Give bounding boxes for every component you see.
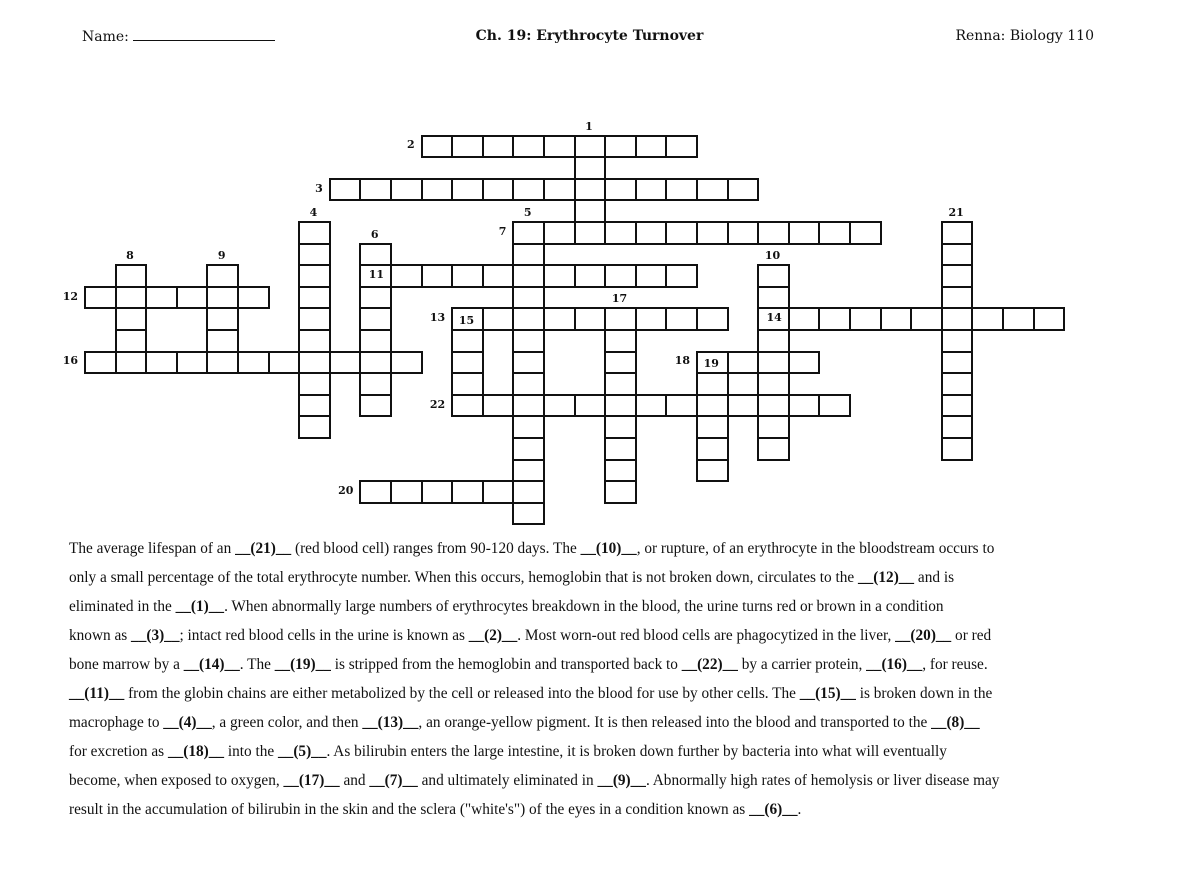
crossword-cell[interactable]	[390, 264, 423, 288]
clue-number-across-3: 3	[315, 181, 323, 195]
crossword-cell[interactable]	[145, 351, 178, 375]
crossword-cell[interactable]	[359, 286, 392, 310]
crossword-cell[interactable]	[757, 264, 790, 288]
passage-text: is stripped from the hemoglobin and transported back to	[330, 656, 682, 673]
crossword-cell[interactable]	[543, 178, 576, 202]
crossword-cell[interactable]	[421, 480, 454, 504]
crossword-cell[interactable]	[788, 394, 821, 418]
crossword-cell[interactable]	[574, 156, 607, 180]
crossword-cell[interactable]	[206, 307, 239, 331]
crossword-cell[interactable]	[757, 437, 790, 461]
crossword-cell[interactable]	[298, 243, 331, 267]
crossword-cell[interactable]	[176, 286, 209, 310]
crossword-cell[interactable]	[237, 286, 270, 310]
passage-text: from the globin chains are either metabolized by the cell or released into the blood for use by other cells. The	[124, 685, 800, 702]
crossword-cell[interactable]	[696, 178, 729, 202]
crossword-cell[interactable]	[298, 394, 331, 418]
passage-text: , or rupture, of an erythrocyte in the bloodstream occurs to only a small percentage of the total erythrocyte number. When this occurs, hemoglobin that is not broken down, circulates to the	[69, 540, 995, 586]
crossword-cell[interactable]	[176, 351, 209, 375]
crossword-cell[interactable]	[512, 243, 545, 267]
crossword-cell[interactable]	[604, 329, 637, 353]
crossword-cell[interactable]	[482, 264, 515, 288]
crossword-cell[interactable]	[604, 394, 637, 418]
crossword-cell[interactable]	[696, 437, 729, 461]
crossword-cell[interactable]	[604, 351, 637, 375]
crossword-cell[interactable]	[941, 264, 974, 288]
crossword-cell[interactable]	[298, 372, 331, 396]
crossword-cell[interactable]	[635, 221, 668, 245]
crossword-cell[interactable]	[604, 480, 637, 504]
crossword-cell[interactable]	[543, 135, 576, 159]
crossword-cell[interactable]	[971, 307, 1004, 331]
passage-text: , for reuse.	[922, 656, 988, 673]
crossword-cell[interactable]	[512, 480, 545, 504]
crossword-cell[interactable]	[757, 415, 790, 439]
crossword-cell[interactable]	[512, 221, 545, 245]
crossword-cell[interactable]	[941, 307, 974, 331]
crossword-cell[interactable]	[359, 351, 392, 375]
crossword-cell[interactable]	[665, 394, 698, 418]
clue-number-across-22: 22	[429, 397, 446, 411]
crossword-cell[interactable]	[512, 135, 545, 159]
crossword-cell[interactable]	[512, 502, 545, 526]
crossword-cell[interactable]	[818, 394, 851, 418]
crossword-cell[interactable]	[665, 221, 698, 245]
crossword-cell[interactable]	[604, 459, 637, 483]
answer-blank[interactable]: __(16)__	[866, 656, 923, 673]
crossword-cell[interactable]	[359, 394, 392, 418]
crossword-cell[interactable]	[941, 351, 974, 375]
clue-number-down-8: 8	[126, 249, 134, 263]
passage-text: , a green color, and then	[211, 714, 363, 731]
passage-text: . Abnormally high rates of hemolysis or liver disease may result in the accumulation of bilirubin in the skin and the sclera ("white's") of the eyes in a condition known as	[69, 772, 1000, 818]
crossword-cell[interactable]	[941, 437, 974, 461]
crossword-cell[interactable]	[84, 286, 117, 310]
crossword-cell[interactable]	[390, 178, 423, 202]
clue-number-across-2: 2	[406, 138, 415, 152]
crossword-cell[interactable]	[482, 135, 515, 159]
crossword-cell[interactable]	[206, 286, 239, 310]
crossword-cell[interactable]	[818, 221, 851, 245]
crossword-cell[interactable]	[941, 329, 974, 353]
answer-blank[interactable]: __(14)__	[183, 656, 240, 673]
crossword-cell[interactable]	[115, 307, 148, 331]
crossword-cell[interactable]	[512, 372, 545, 396]
crossword-cell[interactable]	[574, 264, 607, 288]
clue-number-down-21: 21	[948, 206, 964, 219]
crossword-cell[interactable]	[665, 307, 698, 331]
fill-in-passage	[69, 534, 1119, 824]
passage-text: The average lifespan of an	[69, 540, 236, 557]
crossword-cell[interactable]	[696, 307, 729, 331]
crossword-cell[interactable]	[359, 307, 392, 331]
crossword-cell[interactable]	[604, 178, 637, 202]
clue-number-across-7: 7	[498, 224, 507, 238]
clue-number-down-9: 9	[217, 249, 226, 263]
passage-text: into the	[224, 743, 279, 760]
crossword-cell[interactable]	[574, 199, 607, 223]
crossword-cell[interactable]	[482, 394, 515, 418]
answer-blank[interactable]: __(11)__	[69, 685, 125, 702]
crossword-cell[interactable]	[115, 264, 148, 288]
passage-text: and	[339, 772, 370, 789]
passage-text: (red blood cell) ranges from 90-120 days. The	[291, 540, 581, 557]
crossword-cell[interactable]	[727, 394, 760, 418]
crossword-cell[interactable]	[421, 135, 454, 159]
clue-number-down-10: 10	[764, 249, 781, 263]
crossword-cell[interactable]	[512, 264, 545, 288]
clue-number-down-4: 4	[309, 206, 318, 219]
crossword-cell[interactable]	[298, 264, 331, 288]
crossword-cell[interactable]	[482, 178, 515, 202]
crossword-cell[interactable]	[849, 221, 882, 245]
crossword-cell[interactable]	[604, 437, 637, 461]
crossword-cell[interactable]	[451, 394, 484, 418]
crossword-cell[interactable]	[635, 394, 668, 418]
crossword-cell[interactable]	[604, 135, 637, 159]
crossword-cell[interactable]	[635, 307, 668, 331]
crossword-cell[interactable]	[512, 394, 545, 418]
crossword-cell[interactable]	[451, 351, 484, 375]
clue-number-down-5: 5	[523, 206, 532, 219]
crossword-cell[interactable]	[84, 351, 117, 375]
answer-blank[interactable]: __(8)__	[931, 714, 980, 731]
crossword-cell[interactable]	[115, 329, 148, 353]
crossword-cell[interactable]	[727, 221, 760, 245]
answer-blank[interactable]: __(1)__	[175, 598, 225, 615]
crossword-cell[interactable]	[543, 264, 576, 288]
crossword-cell[interactable]	[206, 351, 239, 375]
passage-text: and ultimately eliminated in	[417, 772, 598, 789]
crossword-cell[interactable]	[604, 221, 637, 245]
answer-blank[interactable]: __(17)__	[283, 772, 340, 789]
answer-blank[interactable]: __(4)__	[163, 714, 212, 731]
passage-text: or red bone marrow by a	[69, 627, 992, 673]
passage-text: .	[797, 801, 802, 818]
crossword-cell[interactable]	[757, 286, 790, 310]
crossword-cell[interactable]	[512, 178, 545, 202]
crossword-cell[interactable]	[574, 135, 607, 159]
passage-text: . When abnormally large numbers of erythrocytes breakdown in the blood, the urine turns red or brown in a condition known as	[69, 598, 944, 644]
crossword-cell[interactable]	[115, 351, 148, 375]
passage-text: . The	[239, 656, 275, 673]
crossword-cell[interactable]	[482, 307, 515, 331]
crossword-cell[interactable]	[298, 351, 331, 375]
clue-number-down-17: 17	[611, 292, 628, 306]
crossword-cell[interactable]	[329, 178, 362, 202]
crossword-cell[interactable]	[696, 372, 729, 396]
crossword-cell[interactable]	[818, 307, 851, 331]
crossword-cell[interactable]	[757, 394, 790, 418]
clue-number-down-19: 19	[703, 357, 719, 371]
course-label: Renna: Biology 110	[955, 28, 1094, 44]
answer-blank[interactable]: __(20)__	[895, 627, 952, 644]
crossword-cell[interactable]	[359, 329, 392, 353]
clue-number-down-6: 6	[370, 227, 379, 241]
crossword-cell[interactable]	[635, 178, 668, 202]
crossword-cell[interactable]	[298, 221, 331, 245]
answer-blank[interactable]: __(3)__	[131, 627, 180, 644]
crossword-cell[interactable]	[543, 221, 576, 245]
clue-number-across-14: 14	[766, 311, 782, 325]
crossword-cell[interactable]	[635, 135, 668, 159]
passage-text: is broken down in the macrophage to	[69, 685, 993, 731]
crossword-cell[interactable]	[604, 372, 637, 396]
answer-blank[interactable]: __(18)__	[167, 743, 225, 760]
crossword-cell[interactable]	[543, 307, 576, 331]
crossword-cell[interactable]	[727, 351, 760, 375]
crossword-cell[interactable]	[421, 178, 454, 202]
crossword-cell[interactable]	[757, 329, 790, 353]
crossword-cell[interactable]	[451, 480, 484, 504]
crossword-cell[interactable]	[880, 307, 913, 331]
crossword-cell[interactable]	[604, 307, 637, 331]
crossword-cell[interactable]	[206, 264, 239, 288]
crossword-cell[interactable]	[665, 178, 698, 202]
crossword-cell[interactable]	[757, 351, 790, 375]
crossword-cell[interactable]	[451, 178, 484, 202]
clue-number-down-15: 15	[458, 314, 475, 327]
crossword-cell[interactable]	[451, 264, 484, 288]
crossword-cell[interactable]	[574, 221, 607, 245]
passage-text: . As bilirubin enters the large intestine, it is broken down further by bacteria into what will eventually become, when exposed to oxygen,	[69, 743, 947, 789]
answer-blank[interactable]: __(5)__	[278, 743, 327, 760]
crossword-cell[interactable]	[941, 372, 974, 396]
answer-blank[interactable]: __(7)__	[369, 772, 418, 789]
answer-blank[interactable]: __(22)__	[681, 656, 738, 673]
crossword-cell[interactable]	[543, 394, 576, 418]
crossword-cell[interactable]	[359, 178, 392, 202]
crossword-cell[interactable]	[512, 329, 545, 353]
answer-blank[interactable]: __(13)__	[362, 714, 419, 731]
crossword-cell[interactable]	[329, 351, 362, 375]
crossword-cell[interactable]	[604, 415, 637, 439]
name-label: Name:	[82, 29, 129, 45]
crossword-cell[interactable]	[512, 415, 545, 439]
clue-number-across-18: 18	[674, 354, 690, 368]
crossword-cell[interactable]	[237, 351, 270, 375]
crossword-cell[interactable]	[482, 480, 515, 504]
crossword-cell[interactable]	[941, 286, 974, 310]
crossword-cell[interactable]	[941, 243, 974, 267]
crossword-cell[interactable]	[512, 459, 545, 483]
crossword-cell[interactable]	[757, 221, 790, 245]
clue-number-across-20: 20	[338, 484, 354, 497]
crossword-cell[interactable]	[696, 459, 729, 483]
crossword-cell[interactable]	[451, 135, 484, 159]
answer-blank[interactable]: __(15)__	[799, 685, 856, 702]
crossword-cell[interactable]	[451, 329, 484, 353]
crossword-cell[interactable]	[1033, 307, 1066, 331]
answer-blank[interactable]: __(21)__	[235, 540, 292, 557]
answer-blank[interactable]: __(19)__	[274, 656, 331, 673]
crossword-cell[interactable]	[788, 351, 821, 375]
crossword-cell[interactable]	[941, 394, 974, 418]
crossword-cell[interactable]	[635, 264, 668, 288]
worksheet-title: Ch. 19: Erythrocyte Turnover	[475, 28, 704, 44]
crossword-cell[interactable]	[574, 307, 607, 331]
crossword-cell[interactable]	[512, 437, 545, 461]
crossword-cell[interactable]	[390, 480, 423, 504]
answer-blank[interactable]: __(12)__	[858, 569, 915, 586]
crossword-cell[interactable]	[696, 415, 729, 439]
crossword-cell[interactable]	[298, 286, 331, 310]
crossword-cell[interactable]	[512, 351, 545, 375]
clue-number-across-16: 16	[62, 354, 78, 368]
crossword-cell[interactable]	[390, 351, 423, 375]
crossword-cell[interactable]	[665, 135, 698, 159]
crossword-cell[interactable]	[696, 221, 729, 245]
crossword-cell[interactable]	[206, 329, 239, 353]
crossword-cell[interactable]	[941, 221, 974, 245]
crossword-cell[interactable]	[298, 329, 331, 353]
crossword-cell[interactable]	[727, 178, 760, 202]
passage-text: and is eliminated in the	[69, 569, 955, 615]
crossword-cell[interactable]	[359, 480, 392, 504]
answer-blank[interactable]: __(2)__	[468, 627, 518, 644]
clue-number-down-1: 1	[585, 119, 593, 133]
crossword-cell[interactable]	[451, 372, 484, 396]
clue-number-across-13: 13	[429, 311, 446, 325]
clue-number-across-12: 12	[62, 289, 78, 303]
crossword-cell[interactable]	[268, 351, 301, 375]
answer-blank[interactable]: __(9)__	[597, 772, 646, 789]
passage-text: ; intact red blood cells in the urine is known as	[179, 627, 469, 644]
crossword-cell[interactable]	[1002, 307, 1035, 331]
passage-text: . Most worn-out red blood cells are phagocytized in the liver,	[517, 627, 896, 644]
crossword-cell[interactable]	[359, 372, 392, 396]
crossword-cell[interactable]	[696, 394, 729, 418]
crossword-cell[interactable]	[604, 264, 637, 288]
crossword-cell[interactable]	[788, 307, 821, 331]
crossword-cell[interactable]	[512, 307, 545, 331]
passage-text: by a carrier protein,	[737, 656, 867, 673]
crossword-cell[interactable]	[145, 286, 178, 310]
crossword-cell[interactable]	[849, 307, 882, 331]
crossword-cell[interactable]	[574, 178, 607, 202]
crossword-cell[interactable]	[910, 307, 943, 331]
crossword-cell[interactable]	[421, 264, 454, 288]
passage-text: for excretion as	[69, 743, 165, 760]
crossword-cell[interactable]	[115, 286, 148, 310]
crossword-cell[interactable]	[574, 394, 607, 418]
answer-blank[interactable]: __(6)__	[749, 801, 798, 818]
crossword-cell[interactable]	[298, 415, 331, 439]
passage-text: , an orange-yellow pigment. It is then released into the blood and transported to the	[418, 714, 932, 731]
crossword-cell[interactable]	[757, 372, 790, 396]
crossword-cell[interactable]	[512, 286, 545, 310]
crossword-cell[interactable]	[665, 264, 698, 288]
crossword-cell[interactable]	[298, 307, 331, 331]
crossword-cell[interactable]	[359, 243, 392, 267]
crossword-cell[interactable]	[941, 415, 974, 439]
answer-blank[interactable]: __(10)__	[580, 540, 637, 557]
crossword-cell[interactable]	[788, 221, 821, 245]
clue-number-across-11: 11	[368, 268, 384, 281]
